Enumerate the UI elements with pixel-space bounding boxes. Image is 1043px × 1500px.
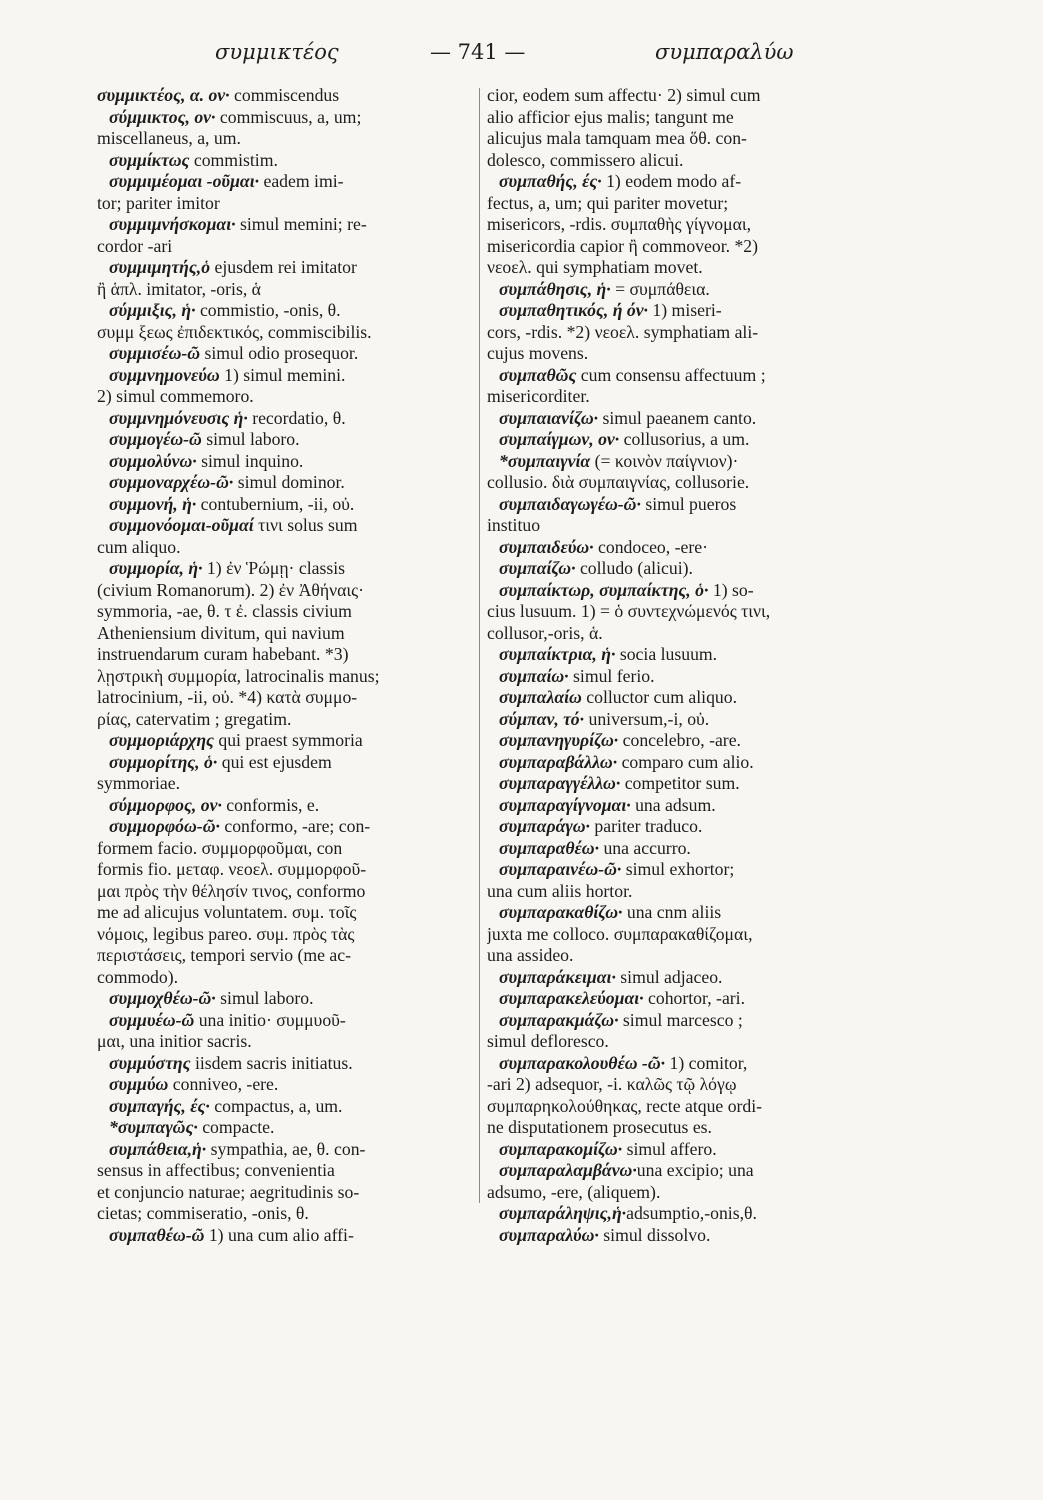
dictionary-line	[97, 795, 475, 817]
definition-text: μαι, una initior sacris.	[97, 1031, 252, 1051]
dictionary-line	[97, 408, 475, 430]
definition-text: alicujus mala tamquam mea ὅθ. con-	[487, 128, 747, 148]
definition-text: commistio, -onis, θ.	[195, 300, 341, 320]
headword: συμπαράκειμαι·	[499, 966, 616, 987]
definition-text: ne disputationem prosecutus es.	[487, 1117, 712, 1137]
definition-text: instituo	[487, 515, 541, 535]
dictionary-line	[487, 709, 865, 731]
definition-text: -ari 2) adsequor, -i. καλῶς τῷ λόγῳ	[487, 1074, 737, 1094]
definition-text: simul pueros	[640, 493, 737, 514]
dictionary-line	[487, 1031, 865, 1053]
definition-text: commiscuus, a, um;	[215, 106, 362, 127]
definition-text: fectus, a, um; qui pariter movetur;	[487, 192, 729, 213]
headword: συμπάθεια,ἡ·	[109, 1138, 207, 1159]
headword: συμπαραινέω-ῶ·	[499, 859, 622, 879]
definition-text: instruendarum curam habebant. *3)	[97, 644, 349, 664]
dictionary-line	[97, 386, 475, 408]
definition-text: sensus in affectibus; convenientia	[97, 1160, 335, 1180]
headword: συμπανηγυρίζω·	[499, 730, 619, 750]
definition-text: commistim.	[189, 149, 278, 170]
definition-text: alio afficior ejus malis; tangunt me	[487, 106, 734, 127]
dictionary-line	[97, 838, 475, 860]
dictionary-line	[97, 580, 475, 602]
definition-text: misericordia capior ἢ commoveor. *2)	[487, 235, 759, 256]
dictionary-line	[487, 838, 865, 860]
dictionary-line	[487, 300, 865, 322]
headword: συμμοριάρχης	[109, 730, 214, 750]
dictionary-line	[97, 752, 475, 774]
dictionary-line	[487, 580, 865, 602]
definition-text: συμμ ξεως ἐπιδεκτικός, commiscibilis.	[97, 321, 372, 342]
dictionary-line	[487, 107, 865, 129]
definition-text: qui est ejusdem	[217, 751, 332, 772]
definition-text: 1) eodem modo af-	[601, 171, 742, 191]
definition-text: νόμοις, legibus pareo. συμ. πρὸς τὰς	[97, 923, 355, 944]
definition-text: cum consensu affectuum ;	[576, 364, 766, 385]
definition-text: simul paeanem canto.	[598, 407, 757, 428]
dictionary-line	[97, 709, 475, 731]
headword: συμπαθέω-ῶ	[109, 1224, 205, 1245]
headword: συμμογέω-ῶ	[109, 429, 202, 449]
definition-text: colludo (alicui).	[575, 558, 693, 578]
definition-text: conformo, -are; con-	[219, 816, 371, 836]
definition-text: recordatio, θ.	[247, 407, 346, 428]
definition-text: (civium Romanorum). 2) ἐν Ἀθήναις·	[97, 579, 365, 600]
definition-text: conniveo, -ere.	[168, 1074, 279, 1094]
definition-text: collusorius, a um.	[619, 429, 750, 449]
definition-text: conformis, e.	[221, 794, 320, 815]
definition-text: competitor sum.	[620, 773, 740, 793]
headword: συμμιμέομαι -οῦμαι·	[109, 171, 260, 191]
headword: συμπάθησις, ἡ·	[499, 278, 611, 299]
definition-text: universum,-i, οὐ.	[584, 708, 710, 729]
dictionary-line	[97, 730, 475, 752]
dictionary-line	[97, 1203, 475, 1225]
dictionary-line	[487, 343, 865, 365]
definition-text: 1) simul memini.	[219, 364, 346, 385]
headword: συμπαρακελεύομαι·	[499, 988, 644, 1008]
definition-text: miscellaneus, a, um.	[97, 128, 241, 148]
headword: συμμιμνήσκομαι·	[109, 214, 236, 234]
definition-text: 1) una cum alio affi-	[204, 1224, 354, 1245]
definition-text: una accurro.	[599, 837, 691, 858]
definition-text: collusor,-oris, ἁ.	[487, 622, 603, 643]
definition-text: sympathia, ae, θ. con-	[206, 1138, 366, 1159]
dictionary-line	[487, 1160, 865, 1182]
definition-text: compacte.	[197, 1117, 275, 1137]
definition-text: et conjuncio naturae; aegritudinis so-	[97, 1181, 360, 1202]
definition-text: una excipio; una	[636, 1160, 754, 1180]
headword: συμπαίω·	[499, 665, 569, 686]
headword: συμπαρακαθίζω·	[499, 902, 623, 922]
dictionary-line	[97, 1096, 475, 1118]
page-header	[95, 40, 968, 74]
definition-text: 1) ἐν Ῥώμῃ· classis	[202, 558, 346, 578]
dictionary-line	[487, 967, 865, 989]
headword: συμπαρακμάζω·	[499, 1009, 619, 1030]
left-column	[97, 85, 475, 1246]
headword: συμπαιδαγωγέω-ῶ·	[499, 493, 641, 514]
dictionary-line	[487, 1010, 865, 1032]
headword: συμπαράγω·	[499, 816, 590, 836]
definition-text: eadem imi-	[259, 171, 344, 191]
definition-text: simul inquino.	[196, 450, 304, 471]
definition-text: simul defloresco.	[487, 1031, 609, 1051]
dictionary-line	[487, 988, 865, 1010]
headword: συμπαίκτρια, ἡ·	[499, 644, 616, 664]
dictionary-line	[487, 85, 865, 107]
definition-text: ἢ ἁπλ. imitator, -oris, ἁ	[97, 278, 261, 299]
dictionary-line	[487, 257, 865, 279]
dictionary-line	[97, 1010, 475, 1032]
definition-text: contubernium, -ii, οὐ.	[196, 493, 355, 514]
headword: σύμμικτος, ον·	[109, 106, 216, 127]
definition-text: cius lusuum. 1) = ὁ συντεχνώμενός τινι,	[487, 601, 771, 621]
definition-text: concelebro, -are.	[618, 730, 741, 750]
headword: συμμισέω-ῶ	[109, 343, 201, 363]
definition-text: colluctor cum aliquo.	[581, 687, 738, 707]
dictionary-line	[97, 1160, 475, 1182]
definition-text: juxta me colloco. συμπαρακαθίζομαι,	[487, 923, 753, 944]
dictionary-line	[487, 193, 865, 215]
dictionary-line	[97, 472, 475, 494]
dictionary-line	[97, 128, 475, 150]
definition-text: adsumo, -ere, (aliquem).	[487, 1181, 661, 1202]
dictionary-line	[487, 214, 865, 236]
headword: συμπαρακομίζω·	[499, 1138, 623, 1159]
headword: συμμορία, ἡ·	[109, 558, 203, 578]
dictionary-line	[487, 1139, 865, 1161]
definition-text: λῃστρικὴ συμμορία, latrocinalis manus;	[97, 665, 380, 686]
dictionary-line	[487, 1182, 865, 1204]
definition-text: (= κοινὸν παίγνιον)·	[590, 450, 739, 471]
definition-text: simul exhortor;	[621, 859, 735, 879]
headword: συμπαραλύω·	[499, 1224, 599, 1245]
headword: συμμοναρχέω-ῶ·	[109, 472, 234, 492]
definition-text: misericorditer.	[487, 386, 590, 406]
definition-text: simul ferio.	[568, 665, 655, 686]
dictionary-line	[97, 343, 475, 365]
headword: συμπαραθέω·	[499, 837, 600, 858]
definition-text: una cum aliis hortor.	[487, 880, 633, 901]
dictionary-line	[487, 859, 865, 881]
definition-text: dolesco, commissero alicui.	[487, 149, 684, 170]
dictionary-line	[487, 1203, 865, 1225]
dictionary-line	[97, 881, 475, 903]
definition-text: συμπαρηκολούθηκας, recte atque ordi-	[487, 1095, 763, 1116]
dictionary-line	[97, 150, 475, 172]
definition-text: 2) simul commemoro.	[97, 386, 254, 406]
dictionary-line	[487, 881, 865, 903]
dictionary-line	[97, 687, 475, 709]
dictionary-line	[487, 365, 865, 387]
dictionary-line	[97, 1053, 475, 1075]
dictionary-line	[487, 687, 865, 709]
definition-text: simul odio prosequor.	[200, 343, 359, 363]
dictionary-line	[97, 666, 475, 688]
dictionary-line	[487, 1225, 865, 1247]
headword: συμπαιδεύω·	[499, 536, 594, 557]
dictionary-line	[97, 945, 475, 967]
dictionary-line	[97, 171, 475, 193]
dictionary-line	[97, 193, 475, 215]
dictionary-line	[487, 408, 865, 430]
dictionary-line	[487, 795, 865, 817]
dictionary-line	[487, 773, 865, 795]
headword: συμπαλαίω	[499, 687, 582, 707]
dictionary-line	[97, 515, 475, 537]
dictionary-line	[97, 623, 475, 645]
headword: συμπαραλαμβάνω·	[499, 1160, 637, 1180]
headword: συμμυέω-ῶ	[109, 1009, 195, 1030]
dictionary-line	[487, 623, 865, 645]
headword: *συμπαιγνία	[499, 450, 591, 471]
headword: σύμπαν, τό·	[499, 708, 585, 729]
definition-text: 1) so-	[708, 579, 754, 600]
dictionary-line	[487, 902, 865, 924]
headword: συμπαθῶς	[499, 364, 577, 385]
headword: συμμνημόνευσις ἡ·	[109, 407, 248, 428]
headword: συμπαγής, ές·	[109, 1095, 210, 1116]
definition-text: simul memini; re-	[235, 214, 367, 234]
dictionary-line	[97, 859, 475, 881]
dictionary-line	[97, 558, 475, 580]
headword: συμπαίζω·	[499, 558, 576, 578]
definition-text: misericors, -rdis. συμπαθὴς γίγνομαι,	[487, 214, 752, 234]
dictionary-line	[487, 451, 865, 473]
dictionary-line	[487, 1096, 865, 1118]
dictionary-line	[487, 494, 865, 516]
definition-text: simul dominor.	[233, 472, 345, 492]
definition-text: me ad alicujus voluntatem. συμ. τοῖς	[97, 902, 357, 922]
headword: συμπαραγίγνομαι·	[499, 794, 631, 815]
dictionary-line	[97, 85, 475, 107]
headword: συμμιμητής,ὁ	[109, 257, 211, 277]
definition-text: formis fio. μεταφ. νεοελ. συμμορφοῦ-	[97, 859, 367, 879]
dictionary-line	[97, 257, 475, 279]
headword: συμμικτέος, α. ον·	[97, 85, 230, 105]
headword: συμπαραγγέλλω·	[499, 773, 621, 793]
running-head-right: συμπαραλύω	[655, 40, 794, 64]
definition-text: simul dissolvo.	[598, 1224, 711, 1245]
definition-text: = συμπάθεια.	[610, 278, 710, 299]
definition-text: adsumptio,-onis,θ.	[626, 1203, 757, 1223]
dictionary-line	[487, 816, 865, 838]
dictionary-line	[97, 1031, 475, 1053]
definition-text: collusio. διὰ συμπαιγνίας, collusorie.	[487, 472, 750, 492]
dictionary-line	[487, 558, 865, 580]
page-number: — 741 —	[430, 40, 526, 64]
headword: συμπαράληψις,ἡ·	[499, 1203, 627, 1223]
dictionary-line	[97, 451, 475, 473]
definition-text: 1) miseri-	[647, 300, 722, 320]
dictionary-line	[97, 300, 475, 322]
dictionary-line	[487, 472, 865, 494]
definition-text: simul laboro.	[215, 988, 314, 1008]
dictionary-line	[97, 816, 475, 838]
headword: σύμμορφος, ον·	[109, 794, 222, 815]
dictionary-line	[97, 537, 475, 559]
definition-text: Atheniensium divitum, qui navium	[97, 622, 345, 643]
dictionary-line	[97, 214, 475, 236]
definition-text: νεοελ. qui symphatiam movet.	[487, 257, 703, 277]
definition-text: condoceo, -ere·	[593, 536, 708, 557]
dictionary-line	[97, 1074, 475, 1096]
headword: συμπαίκτωρ, συμπαίκτης, ὁ·	[499, 579, 709, 600]
dictionary-line	[97, 365, 475, 387]
definition-text: qui praest symmoria	[213, 730, 363, 750]
dictionary-line	[487, 1117, 865, 1139]
dictionary-line	[487, 924, 865, 946]
headword: συμπαίγμων, ον·	[499, 429, 620, 449]
dictionary-line	[487, 666, 865, 688]
dictionary-line	[487, 279, 865, 301]
definition-text: formem facio. συμμορφοῦμαι, con	[97, 837, 343, 858]
definition-text: ρίας, catervatim ; gregatim.	[97, 708, 292, 729]
dictionary-line	[487, 515, 865, 537]
dictionary-line	[97, 1182, 475, 1204]
headword: συμπαιανίζω·	[499, 407, 599, 428]
dictionary-line	[487, 171, 865, 193]
headword: συμπαραβάλλω·	[499, 751, 618, 772]
definition-text: symmoriae.	[97, 773, 181, 793]
headword: συμμορίτης, ὁ·	[109, 751, 218, 772]
dictionary-line	[97, 924, 475, 946]
dictionary-line	[97, 1225, 475, 1247]
column-divider	[479, 88, 480, 1203]
headword: συμμύστης	[109, 1052, 191, 1073]
dictionary-line	[97, 644, 475, 666]
definition-text: symmoria, -ae, θ. τ ἐ. classis civium	[97, 601, 352, 621]
definition-text: cum aliquo.	[97, 536, 181, 557]
dictionary-line	[97, 429, 475, 451]
headword: συμπαρακολουθέω -ῶ·	[499, 1052, 666, 1073]
definition-text: pariter traduco.	[589, 816, 703, 836]
headword: συμμίκτως	[109, 149, 190, 170]
headword: συμμονή, ἡ·	[109, 493, 197, 514]
headword: συμμορφόω-ῶ·	[109, 816, 220, 836]
dictionary-line	[97, 107, 475, 129]
headword: συμμολύνω·	[109, 450, 197, 471]
definition-text: cohortor, -ari.	[643, 988, 746, 1008]
dictionary-line	[487, 1053, 865, 1075]
dictionary-line	[97, 988, 475, 1010]
definition-text: tor; pariter imitor	[97, 192, 220, 213]
definition-text: simul affero.	[622, 1138, 717, 1159]
definition-text: ejusdem rei imitator	[210, 257, 357, 277]
definition-text: cujus movens.	[487, 343, 589, 363]
definition-text: simul laboro.	[201, 429, 300, 449]
dictionary-line	[487, 150, 865, 172]
definition-text: simul adjaceo.	[615, 966, 723, 987]
dictionary-line	[97, 902, 475, 924]
dictionary-line	[487, 236, 865, 258]
definition-text: compactus, a, um.	[209, 1095, 343, 1116]
dictionary-line	[487, 752, 865, 774]
dictionary-line	[97, 494, 475, 516]
dictionary-line	[487, 1074, 865, 1096]
dictionary-line	[487, 730, 865, 752]
definition-text: socia lusuum.	[615, 644, 718, 664]
definition-text: cior, eodem sum affectu· 2) simul cum	[487, 85, 761, 105]
right-column	[487, 85, 865, 1246]
dictionary-line	[487, 429, 865, 451]
dictionary-line	[487, 945, 865, 967]
definition-text: latrocinium, -ii, οὐ. *4) κατὰ συμμο-	[97, 687, 358, 707]
dictionary-line	[97, 1117, 475, 1139]
dictionary-line	[97, 236, 475, 258]
headword: σύμμιξις, ἡ·	[109, 300, 196, 320]
headword: συμμνημονεύω	[109, 364, 220, 385]
dictionary-line	[487, 644, 865, 666]
definition-text: iisdem sacris initiatus.	[190, 1052, 353, 1073]
headword: συμμύω	[109, 1074, 169, 1094]
dictionary-line	[487, 601, 865, 623]
headword: *συμπαγῶς·	[109, 1117, 198, 1137]
dictionary-line	[97, 601, 475, 623]
headword: συμμοχθέω-ῶ·	[109, 988, 216, 1008]
headword: συμπαθής, ές·	[499, 171, 602, 191]
headword: συμπαθητικός, ή όν·	[499, 300, 648, 320]
definition-text: cors, -rdis. *2) νεοελ. symphatiam ali-	[487, 321, 759, 342]
dictionary-line	[487, 322, 865, 344]
dictionary-line	[97, 279, 475, 301]
dictionary-line	[97, 967, 475, 989]
dictionary-line	[97, 322, 475, 344]
definition-text: una assideo.	[487, 945, 574, 965]
definition-text: una cnm aliis	[622, 902, 722, 922]
definition-text: una initio· συμμυοῦ-	[194, 1009, 346, 1030]
definition-text: simul marcesco ;	[618, 1009, 743, 1030]
definition-text: τινι solus sum	[253, 515, 358, 535]
definition-text: cietas; commiseratio, -onis, θ.	[97, 1203, 309, 1223]
definition-text: commodo).	[97, 966, 179, 987]
dictionary-line	[97, 773, 475, 795]
definition-text: commiscendus	[229, 85, 340, 105]
definition-text: una adsum.	[630, 794, 716, 815]
definition-text: comparo cum alio.	[617, 751, 754, 772]
definition-text: cordor -ari	[97, 235, 173, 256]
headword: συμμονόομαι-οῦμαί	[109, 515, 254, 535]
dictionary-line	[487, 537, 865, 559]
definition-text: μαι πρὸς τὴν θέλησίν τινος, conformo	[97, 880, 366, 901]
running-head-left: συμμικτέος	[215, 40, 339, 64]
dictionary-line	[487, 386, 865, 408]
dictionary-line	[487, 128, 865, 150]
definition-text: 1) comitor,	[665, 1052, 748, 1073]
dictionary-line	[97, 1139, 475, 1161]
definition-text: περιστάσεις, tempori servio (me ac-	[97, 945, 352, 965]
